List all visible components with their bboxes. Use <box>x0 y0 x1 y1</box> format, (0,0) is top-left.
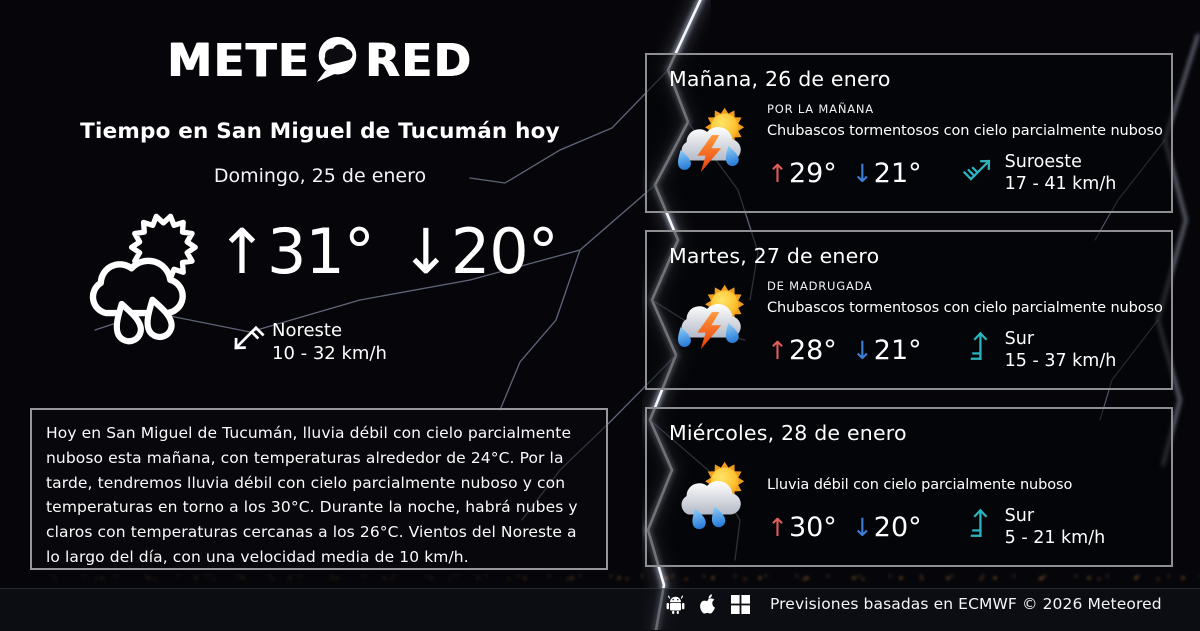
forecast-card-tomorrow[interactable] <box>645 53 1173 213</box>
card-wind <box>962 152 1117 196</box>
card-condition: Lluvia débil con cielo parcialmente nuboso <box>767 477 1073 493</box>
today-temps <box>216 215 558 288</box>
logo-text-right: RED <box>365 34 473 87</box>
card-day: Mañana, 26 de enero <box>669 67 891 91</box>
android-icon[interactable] <box>666 593 685 615</box>
card-condition: Chubascos tormentosos con cielo parcialmente nuboso <box>767 123 1163 139</box>
temp-min-arrow-icon: ↓ <box>851 513 873 543</box>
card-wind-direction: Suroeste <box>1004 152 1082 172</box>
city-lights-skyline <box>0 571 1200 584</box>
wind-direction-northeast-icon <box>220 312 274 366</box>
meteored-cloud-bubble-icon <box>314 35 361 82</box>
temp-max-arrow-icon: ↑ <box>767 336 788 366</box>
card-period: DE MADRUGADA <box>767 279 873 293</box>
card-period: POR LA MAÑANA <box>767 102 874 116</box>
card-wind <box>962 506 1106 550</box>
today-high: ↑31° <box>216 215 374 288</box>
card-wind <box>962 329 1117 373</box>
wind-direction-south-icon <box>962 506 996 540</box>
storm-sun-cloud-icon <box>669 281 751 353</box>
rain-sun-cloud-outline-icon <box>70 207 208 347</box>
attribution-text: Previsiones basadas en ECMWF © 2026 Meteored <box>770 595 1162 613</box>
temp-max-arrow-icon: ↑ <box>767 513 788 543</box>
card-temps: ↑29° ↓21° <box>767 158 922 190</box>
storm-sun-cloud-icon <box>669 104 751 176</box>
temp-min-arrow-icon: ↓ <box>851 159 873 189</box>
temp-max-arrow-icon: ↑ <box>767 159 788 189</box>
forecast-card-wednesday[interactable] <box>645 407 1173 567</box>
forecast-summary: Hoy en San Miguel de Tucumán, lluvia débil con cielo parcialmente nuboso esta mañana, con temperaturas alrededor de 24°C. Por la tarde, tendremos lluvia débil con cielo parcialmente nuboso y con temperaturas en torno a los 30°C. Durante la noche, habrá nubes y claros con temperaturas cercanas a los 26°C. Vientos del Noreste a lo largo del día, con una velocidad media de 10 km/h. <box>30 408 608 570</box>
card-condition: Chubascos tormentosos con cielo parcialmente nuboso <box>767 300 1163 316</box>
meteored-logo[interactable] <box>0 34 640 87</box>
card-wind-speed: 5 - 21 km/h <box>1004 527 1106 548</box>
today-low: ↓20° <box>399 215 558 288</box>
card-wind-direction: Sur <box>1004 329 1035 349</box>
card-period <box>767 456 1155 472</box>
wind-direction-south-icon <box>962 329 996 363</box>
card-wind-speed: 17 - 41 km/h <box>1004 173 1117 194</box>
footer <box>666 593 1162 615</box>
temp-min-arrow-icon: ↓ <box>399 215 451 288</box>
today-wind <box>228 320 387 365</box>
rain-sun-cloud-icon <box>669 458 751 530</box>
card-temps: ↑30° ↓20° <box>767 512 922 544</box>
temp-max-arrow-icon: ↑ <box>216 215 267 288</box>
temp-min-arrow-icon: ↓ <box>851 336 873 366</box>
today-wind-speed: 10 - 32 km/h <box>272 342 387 364</box>
page-title: Tiempo en San Miguel de Tucumán hoy <box>80 119 560 144</box>
windows-icon[interactable] <box>731 595 750 614</box>
card-temps: ↑28° ↓21° <box>767 335 922 367</box>
card-wind-direction: Sur <box>1004 506 1035 526</box>
apple-icon[interactable] <box>699 593 717 615</box>
card-day: Martes, 27 de enero <box>669 244 880 268</box>
wind-direction-southwest-icon <box>955 145 1003 193</box>
card-wind-speed: 15 - 37 km/h <box>1004 350 1117 371</box>
page-date: Domingo, 25 de enero <box>213 165 427 187</box>
card-day: Miércoles, 28 de enero <box>669 421 907 445</box>
forecast-card-tuesday[interactable] <box>645 230 1173 390</box>
today-wind-direction: Noreste <box>272 320 343 341</box>
logo-text-left: METE <box>167 34 311 87</box>
